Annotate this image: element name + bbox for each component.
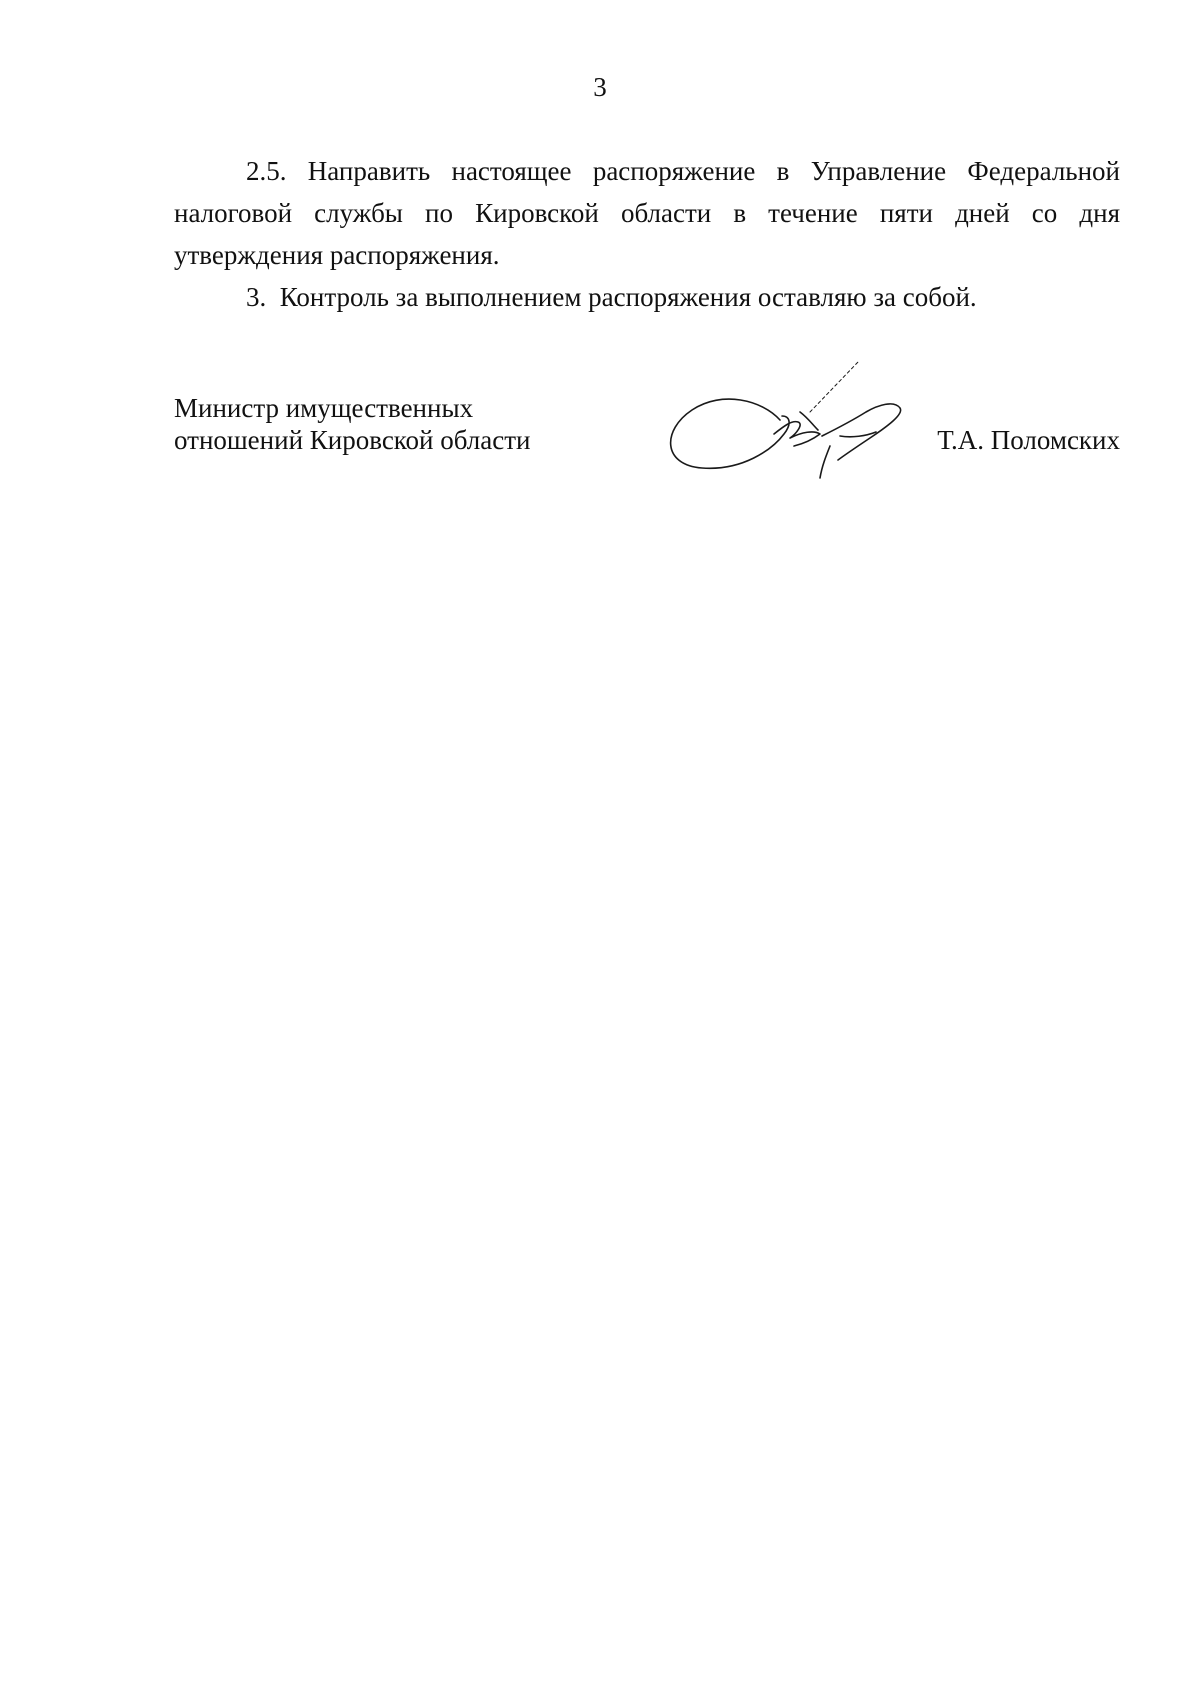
signature-block — [174, 392, 1120, 502]
paragraph-2-5: 2.5. Направить настоящее распоряжение в Управление Федеральной налоговой службы по Кировской области в течение пяти дней со дня утверждения распоряжения. — [174, 156, 1120, 270]
paragraph-3: 3. Контроль за выполнением распоряжения оставляю за собой. — [246, 282, 977, 312]
signer-position-line-2: отношений Кировской области — [174, 425, 531, 455]
signer-position-line-1: Министр имущественных — [174, 393, 474, 423]
handwritten-signature-icon — [662, 350, 922, 485]
signer-position — [174, 392, 531, 456]
document-body — [174, 150, 1120, 318]
signer-name: Т.А. Поломских — [937, 425, 1120, 455]
page-number: 3 — [593, 72, 607, 102]
